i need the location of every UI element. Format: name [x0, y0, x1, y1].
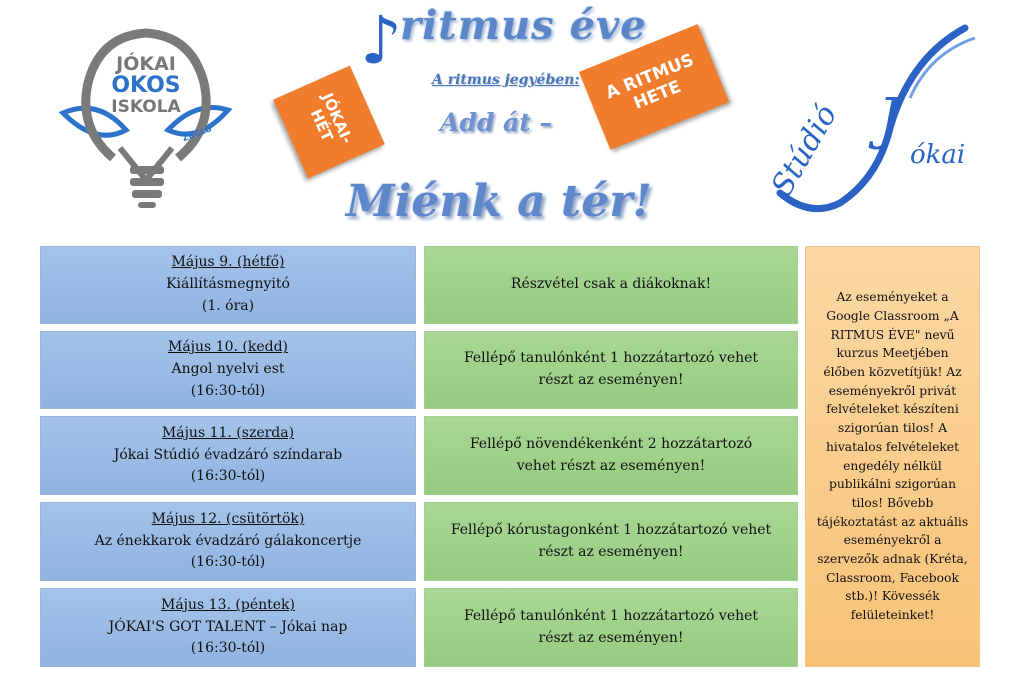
info-panel: [805, 246, 980, 667]
jokai-het-tag: JÓKAI-HÉT: [273, 66, 385, 179]
event-time: (16:30-tól): [190, 468, 266, 485]
logo-badge-zuglo: ZUGLÓ: [181, 124, 214, 144]
logo-word-studio: Stúdió: [764, 98, 845, 202]
event-note-2: [424, 416, 798, 495]
title-ritmus-eve: ritmus éve: [400, 2, 647, 49]
event-note-text: Fellépő tanulónként 1 hozzátartozó vehet részt az eseményen!: [463, 350, 759, 388]
logo-text-jokai: JÓKAI: [116, 53, 176, 75]
event-title: Angol nyelvi est: [171, 361, 285, 378]
studio-jokai-logo: [760, 18, 985, 228]
event-date: Május 12. (csütörtök): [151, 510, 305, 527]
event-title: Az énekkarok évadzáró gálakoncertje: [94, 532, 362, 549]
event-time: (16:30-tól): [190, 382, 266, 399]
event-date: Május 13. (péntek): [161, 596, 295, 613]
logo-text-iskola: ISKOLA: [111, 97, 181, 117]
event-title: JÓKAI'S GOT TALENT – Jókai nap: [108, 618, 348, 635]
ritmus-hete-tag: A RITMUS HETE: [579, 24, 729, 150]
event-note-text: Fellépő kórustagonként 1 hozzátartozó vehet részt az eseményen!: [450, 521, 772, 560]
event-note-0: [424, 246, 798, 324]
event-cell-3: [40, 502, 416, 581]
event-title: Kiállításmegnyitó: [166, 276, 290, 293]
event-time: (16:30-tól): [190, 554, 266, 571]
logo-initial-j: J: [878, 87, 901, 152]
event-note-text: Fellépő tanulónként 1 hozzátartozó vehet részt az eseményen!: [463, 607, 759, 646]
subtitle: A ritmus jegyében:: [432, 72, 580, 88]
event-cell-2: [40, 416, 416, 495]
event-note-3: [424, 502, 798, 581]
event-date: Május 9. (hétfő): [171, 254, 285, 271]
add-at-text: Add át –: [440, 108, 553, 137]
event-note-1: [424, 331, 798, 409]
event-note-text: Fellépő növendékenként 2 hozzátartozó vehet részt az eseményen!: [469, 435, 753, 474]
event-cell-0: [40, 246, 416, 324]
mienk-a-ter-title: Miénk a tér!: [346, 176, 652, 227]
event-cell-1: [40, 331, 416, 409]
event-time: (1. óra): [201, 297, 255, 314]
music-note-icon: ♪: [360, 2, 403, 79]
logo-word-okai: ókai: [910, 140, 966, 170]
event-time: (16:30-tól): [190, 640, 266, 657]
event-note-4: [424, 588, 798, 667]
jokai-okos-iskola-logo: [58, 18, 233, 213]
event-note-text: Részvétel csak a diákoknak!: [510, 276, 712, 293]
logo-text-okos: OKOS: [111, 73, 181, 98]
info-text: Az eseményeket a Google Classroom „A RITMUS ÉVE" nevű kurzus Meetjében élőben közvetítjük! Az eseményekről privát felvételeket készíteni szigorúan tilos! A hivatalos felvételeket engedély nélkül publikálni szigorúan tilos! Bővebb tájékoztatást az aktuális eseményekről a szervezők adnak (Kréta, Classroom, Facebook stb.)! Kövessék felületeinket!: [816, 290, 969, 622]
event-date: Május 11. (szerda): [161, 424, 295, 441]
event-cell-4: [40, 588, 416, 667]
event-title: Jókai Stúdió évadzáró színdarab: [113, 446, 343, 463]
event-date: Május 10. (kedd): [167, 339, 288, 356]
